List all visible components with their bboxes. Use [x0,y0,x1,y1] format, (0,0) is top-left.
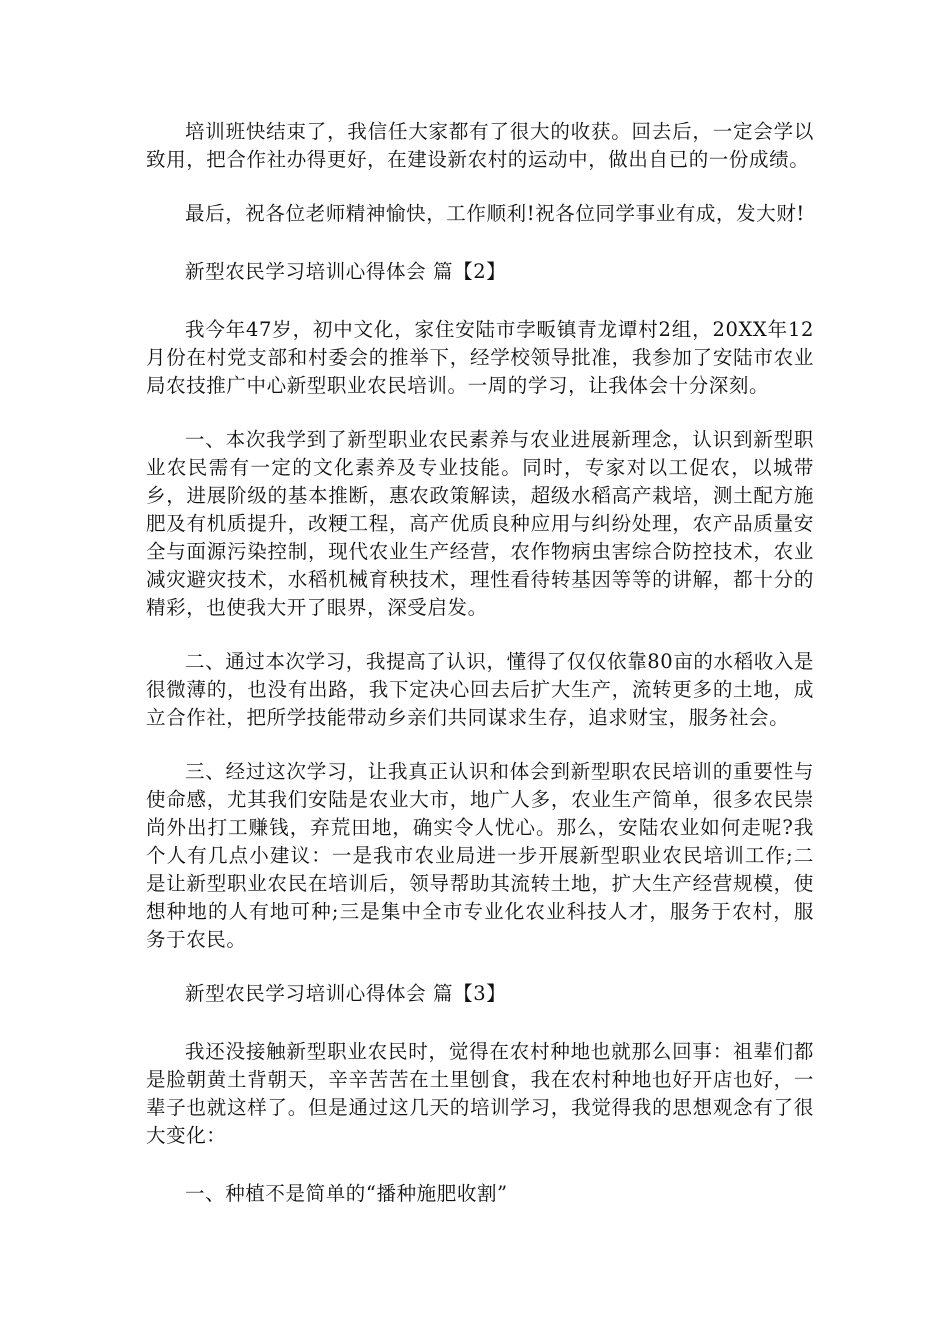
spacer [146,732,814,758]
document-page [146,118,814,1208]
spacer [146,228,814,258]
spacer [146,174,814,200]
paragraph-before-training: 我还没接触新型职业农民时，觉得在农村种地也就那么回事：祖辈们都是脸朝黄土背朝天，辛辛苦苦在土里刨食，我在农村种地也好开店也好，一辈子也就这样了。但是通过这几天的培训学习，我觉得我的思想观念有了很大变化： [146,1040,814,1147]
paragraph-introduction: 我今年47岁，初中文化，家住安陆市孛畈镇青龙谭村2组，20XX年12月份在村党支部和村委会的推举下，经学校领导批准，我参加了安陆市农业局农技推广中心新型职业农民培训。一周的学习，让我体会十分深刻。 [146,318,814,397]
spacer [146,400,814,426]
spacer [146,1008,814,1038]
spacer [146,1150,814,1180]
spacer [146,954,814,980]
paragraph-point-one: 一、本次我学到了新型职业农民素养与农业进展新理念，认识到新型职业农民需有一定的文化素养及专业技能。同时，专家对以工促农，以城带乡，进展阶级的基本推断，惠农政策解读，超级水稻高产栽培，测土配方施肥及有机质提升，改粳工程，高产优质良种应用与纠纷处理，农产品质量安全与面源污染控制，现代农业生产经营，农作物病虫害综合防控技术，农业减灾避灾技术，水稻机械育秧技术，理性看待转基因等等的讲解，都十分的精彩，也使我大开了眼界，深受启发。 [146,428,814,619]
subheading-point-one: 一、种植不是简单的“播种施肥收割” [185,1182,508,1205]
paragraph-best-wishes: 最后，祝各位老师精神愉快，工作顺利!祝各位同学事业有成，发大财! [185,202,805,225]
paragraph-point-three: 三、经过这次学习，让我真正认识和体会到新型职农民培训的重要性与使命感，尤其我们安陆是农业大市，地广人多，农业生产简单，很多农民崇尚外出打工赚钱，弃荒田地，确实令人忧心。那么，安陆农业如何走呢?我个人有几点小建议：一是我市农业局进一步开展新型职业农民培训工作;二是让新型职业农民在培训后，领导帮助其流转土地，扩大生产经营规模，使想种地的人有地可种;三是集中全市专业化农业科技人才，服务于农村，服务于农民。 [146,760,814,951]
paragraph-closing-remarks: 培训班快结束了，我信任大家都有了很大的收获。回去后，一定会学以致用，把合作社办得更好，在建设新农村的运动中，做出自已的一份成绩。 [146,120,814,171]
paragraph-point-two: 二、通过本次学习，我提高了认识，懂得了仅仅依靠80亩的水稻收入是很微薄的，也没有出路，我下定决心回去后扩大生产，流转更多的土地，成立合作社，把所学技能带动乡亲们共同谋求生存，追求财宝，服务社会。 [146,650,815,729]
section-heading-3: 新型农民学习培训心得体会 篇【3】 [185,982,507,1005]
section-heading-2: 新型农民学习培训心得体会 篇【2】 [185,260,507,283]
spacer [146,622,814,648]
spacer [146,286,814,316]
